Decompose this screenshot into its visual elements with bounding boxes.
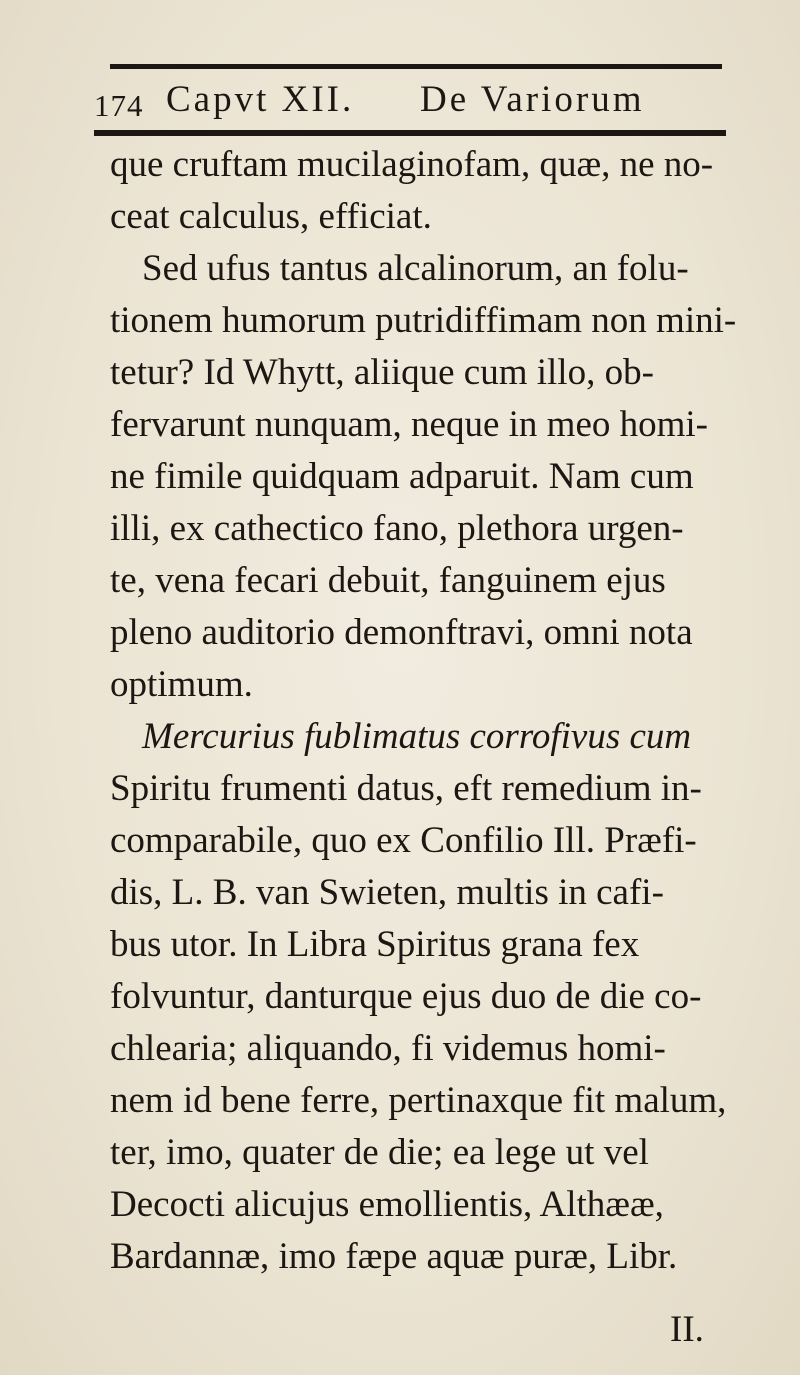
chapter-title: Capvt XII. [166, 79, 355, 120]
text-line: bus utor. In Libra Spiritus grana fex [110, 924, 640, 965]
text-line: Sed ufus tantus alcalinorum, an folu- [142, 248, 689, 289]
text-line: optimum. [110, 664, 253, 705]
text-line: que cruftam mucilaginofam, quæ, ne no- [110, 144, 714, 185]
running-subject: De Variorum [420, 79, 645, 120]
catchword: II. [670, 1309, 704, 1350]
text-line: Mercurius fublimatus corrofivus cum [142, 716, 692, 757]
text-line: ter, imo, quater de die; ea lege ut vel [110, 1132, 649, 1173]
text-line: folvuntur, danturque ejus duo de die co- [110, 976, 702, 1017]
text-line: Decocti alicujus emollientis, Althææ, [110, 1184, 664, 1225]
text-line: te, vena fecari debuit, fanguinem ejus [110, 560, 666, 601]
running-head [94, 78, 734, 128]
text-line: illi, ex cathectico fano, plethora urgen- [110, 508, 684, 549]
header-rule-bottom [94, 130, 726, 136]
text-line: pleno auditorio demonftravi, omni nota [110, 612, 693, 653]
text-line: nem id bene ferre, pertinaxque fit malum, [110, 1080, 727, 1121]
text-line: Spiritu frumenti datus, eft remedium in- [110, 768, 702, 809]
text-line: chlearia; aliquando, fi videmus homi- [110, 1028, 666, 1069]
text-line: fervarunt nunquam, neque in meo homi- [110, 404, 708, 445]
header-rule-top [110, 64, 722, 69]
text-line: comparabile, quo ex Confilio Ill. Præfi- [110, 820, 697, 861]
page-number: 174 [94, 88, 144, 123]
text-line: tionem humorum putridiffimam non mini- [110, 300, 737, 341]
text-line: dis, L. B. van Swieten, multis in cafi- [110, 872, 664, 913]
text-line: ceat calculus, efficiat. [110, 196, 432, 237]
text-line: ne fimile quidquam adparuit. Nam cum [110, 456, 694, 497]
text-line: Bardannæ, imo fæpe aquæ puræ, Libr. [110, 1236, 678, 1277]
text-line: tetur? Id Whytt, aliique cum illo, ob- [110, 352, 654, 393]
